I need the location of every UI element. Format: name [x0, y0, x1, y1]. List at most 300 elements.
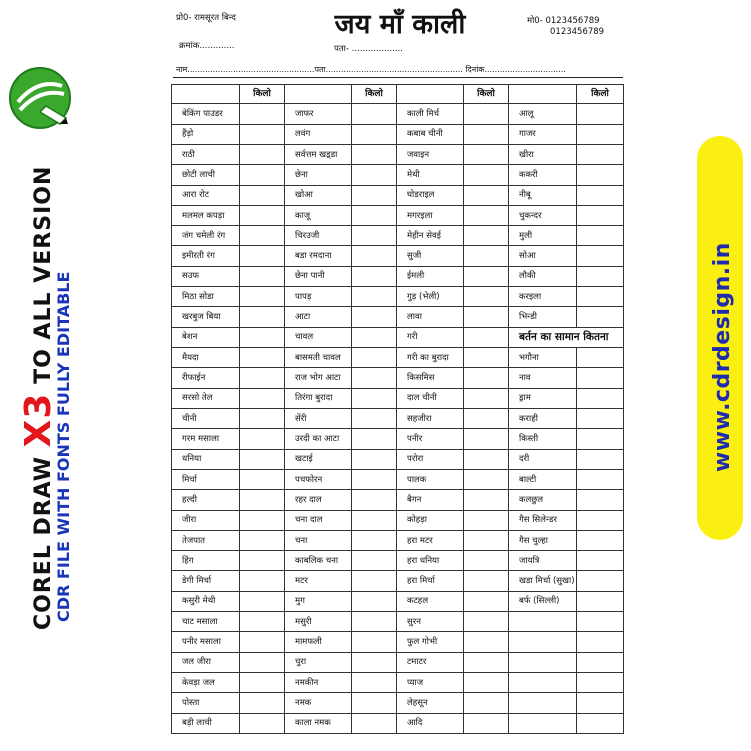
item-cell: हरा धनिया: [397, 551, 464, 571]
item-cell: जल जीरा: [172, 652, 240, 672]
quantity-cell[interactable]: [352, 226, 397, 246]
item-cell: नमकीन: [285, 673, 352, 693]
quantity-cell[interactable]: [240, 693, 285, 713]
quantity-cell[interactable]: [352, 144, 397, 164]
item-cell: नीबू: [509, 185, 577, 205]
item-cell: गुड़ (भेली): [397, 287, 464, 307]
item-cell: बड़ी लाची: [172, 713, 240, 733]
quantity-cell[interactable]: [577, 246, 624, 266]
item-cell: जीरा: [172, 510, 240, 530]
quantity-cell[interactable]: [352, 266, 397, 286]
table-row: [172, 571, 624, 591]
quantity-cell[interactable]: [464, 713, 509, 733]
quantity-cell[interactable]: [352, 348, 397, 368]
quantity-cell[interactable]: [240, 287, 285, 307]
item-cell: गाजर: [509, 124, 577, 144]
item-cell: मलमल कपड़ा: [172, 205, 240, 225]
item-cell: आटा: [285, 307, 352, 327]
item-cell: घोडराइल: [397, 185, 464, 205]
table-row: [172, 612, 624, 632]
item-cell: मसुरी: [285, 612, 352, 632]
quantity-cell[interactable]: [464, 693, 509, 713]
quantity-cell[interactable]: [240, 408, 285, 428]
item-cell: काली मिर्च: [397, 104, 464, 124]
item-cell: लावा: [397, 307, 464, 327]
quantity-cell[interactable]: [464, 165, 509, 185]
promo-text-a: COREL DRAW: [31, 447, 56, 630]
quantity-cell[interactable]: [577, 469, 624, 489]
quantity-cell[interactable]: [464, 408, 509, 428]
quantity-cell[interactable]: [240, 388, 285, 408]
table-row: [172, 429, 624, 449]
quantity-cell[interactable]: [352, 591, 397, 611]
table-row: [172, 246, 624, 266]
quantity-cell[interactable]: [352, 185, 397, 205]
item-cell: खरबुज बिया: [172, 307, 240, 327]
quantity-cell[interactable]: [240, 429, 285, 449]
header-cell-kilo: किलो: [352, 85, 397, 104]
item-cell: काजू: [285, 205, 352, 225]
grocery-table: [171, 84, 624, 734]
item-cell: भिन्डी: [509, 307, 577, 327]
item-cell: चुरा: [285, 652, 352, 672]
item-cell: खडा मिर्चा (सुखा): [509, 571, 577, 591]
item-cell: उरदी का आटा: [285, 429, 352, 449]
quantity-cell[interactable]: [577, 124, 624, 144]
item-cell: कराही: [509, 408, 577, 428]
table-row: [172, 673, 624, 693]
item-cell: मिर्चा: [172, 469, 240, 489]
item-cell: डेगी मिर्चा: [172, 571, 240, 591]
item-cell: बडा रमदाना: [285, 246, 352, 266]
quantity-cell[interactable]: [352, 104, 397, 124]
item-cell: कबाब चीनी: [397, 124, 464, 144]
item-cell: खटाई: [285, 449, 352, 469]
quantity-cell[interactable]: [577, 226, 624, 246]
quantity-cell[interactable]: [464, 612, 509, 632]
table-row: [172, 144, 624, 164]
item-cell: जवाइन: [397, 144, 464, 164]
item-cell: पालक: [397, 469, 464, 489]
header-divider: [173, 77, 623, 78]
quantity-cell[interactable]: [352, 124, 397, 144]
quantity-cell[interactable]: [464, 144, 509, 164]
quantity-cell[interactable]: [464, 429, 509, 449]
item-cell: छेना: [285, 165, 352, 185]
quantity-cell[interactable]: [577, 205, 624, 225]
quantity-cell[interactable]: [352, 612, 397, 632]
quantity-cell[interactable]: [352, 388, 397, 408]
quantity-cell[interactable]: [352, 307, 397, 327]
quantity-cell[interactable]: [577, 673, 624, 693]
item-cell: गैस सिलेन्डर: [509, 510, 577, 530]
quantity-cell[interactable]: [464, 551, 509, 571]
item-cell: आरा रोट: [172, 185, 240, 205]
table-body: [172, 104, 624, 734]
item-cell: केवड़ा जल: [172, 673, 240, 693]
item-cell: सहजीरा: [397, 408, 464, 428]
quantity-cell[interactable]: [352, 368, 397, 388]
table-row: [172, 348, 624, 368]
page-title: जय माँ काली: [334, 9, 466, 40]
mobile-line-2: 0123456789: [550, 27, 605, 37]
header-cell: [285, 85, 352, 104]
quantity-cell[interactable]: [240, 144, 285, 164]
quantity-cell[interactable]: [464, 226, 509, 246]
item-cell: कोहड़ा: [397, 510, 464, 530]
item-cell: किसमिस: [397, 368, 464, 388]
table-row: [172, 104, 624, 124]
item-cell: मामफली: [285, 632, 352, 652]
item-cell: सरसो तेल: [172, 388, 240, 408]
quantity-cell[interactable]: [577, 510, 624, 530]
quantity-cell[interactable]: [464, 388, 509, 408]
table-row: [172, 693, 624, 713]
item-cell: राज भोग आटा: [285, 368, 352, 388]
quantity-cell[interactable]: [240, 551, 285, 571]
item-cell: गरम मसाला: [172, 429, 240, 449]
item-cell: धनिया: [172, 449, 240, 469]
item-cell: चुकन्दर: [509, 205, 577, 225]
table-row: [172, 469, 624, 489]
quantity-cell[interactable]: [352, 327, 397, 347]
item-cell: गरी का बुरादा: [397, 348, 464, 368]
quantity-cell[interactable]: [577, 388, 624, 408]
item-cell: मिठा सोडा: [172, 287, 240, 307]
item-cell: कटहल: [397, 591, 464, 611]
table-header-row: [172, 85, 624, 104]
table-row: [172, 510, 624, 530]
quantity-cell[interactable]: [464, 287, 509, 307]
promo-editable-text: CDR FILE WITH FONTS FULLY EDITABLE: [54, 271, 73, 622]
quantity-cell[interactable]: [240, 530, 285, 550]
quantity-cell[interactable]: [464, 510, 509, 530]
quantity-cell[interactable]: [352, 652, 397, 672]
table-row: [172, 165, 624, 185]
item-cell: मगरइला: [397, 205, 464, 225]
quantity-cell[interactable]: [240, 205, 285, 225]
quantity-cell[interactable]: [464, 591, 509, 611]
quantity-cell[interactable]: [240, 490, 285, 510]
item-cell: चाट मसाला: [172, 612, 240, 632]
quantity-cell[interactable]: [464, 469, 509, 489]
item-cell: [509, 652, 577, 672]
item-cell: मेथी: [397, 165, 464, 185]
quantity-cell[interactable]: [577, 185, 624, 205]
item-cell: छोटी लाची: [172, 165, 240, 185]
item-cell: नाव: [509, 368, 577, 388]
item-cell: ककरी: [509, 165, 577, 185]
table-row: [172, 185, 624, 205]
item-cell: परोरा: [397, 449, 464, 469]
quantity-cell[interactable]: [240, 246, 285, 266]
item-cell: फुल गोभी: [397, 632, 464, 652]
quantity-cell[interactable]: [464, 652, 509, 672]
item-cell: गैस चुल्हा: [509, 530, 577, 550]
item-cell: बाल्टी: [509, 469, 577, 489]
quantity-cell[interactable]: [577, 490, 624, 510]
item-cell: दाल चीनी: [397, 388, 464, 408]
website-url[interactable]: www.cdrdesign.in: [710, 242, 735, 472]
quantity-cell[interactable]: [577, 408, 624, 428]
item-cell: किस्ती: [509, 429, 577, 449]
item-cell: काबलिक चना: [285, 551, 352, 571]
item-cell: इमीरती रंग: [172, 246, 240, 266]
table-row: [172, 287, 624, 307]
quantity-cell[interactable]: [240, 510, 285, 530]
quantity-cell[interactable]: [577, 571, 624, 591]
quantity-cell[interactable]: [464, 490, 509, 510]
quantity-cell[interactable]: [240, 673, 285, 693]
item-cell: बर्फ (सिल्ली): [509, 591, 577, 611]
item-cell: [509, 713, 577, 733]
quantity-cell[interactable]: [352, 449, 397, 469]
item-cell: पापड़: [285, 287, 352, 307]
quantity-cell[interactable]: [352, 287, 397, 307]
item-cell: [509, 673, 577, 693]
quantity-cell[interactable]: [464, 327, 509, 347]
item-cell: मेहीन सेवई: [397, 226, 464, 246]
item-cell: काला नमक: [285, 713, 352, 733]
quantity-cell[interactable]: [577, 449, 624, 469]
quantity-cell[interactable]: [352, 246, 397, 266]
quantity-cell[interactable]: [464, 246, 509, 266]
item-cell: पोस्ता: [172, 693, 240, 713]
item-cell: करइला: [509, 287, 577, 307]
quantity-cell[interactable]: [240, 652, 285, 672]
item-cell: पनीर मसाला: [172, 632, 240, 652]
item-cell: बैगन: [397, 490, 464, 510]
quantity-cell[interactable]: [464, 205, 509, 225]
item-cell: जायत्रि: [509, 551, 577, 571]
quantity-cell[interactable]: [577, 551, 624, 571]
quantity-cell[interactable]: [464, 449, 509, 469]
item-cell: सुजी: [397, 246, 464, 266]
item-cell: हरा मिर्चा: [397, 571, 464, 591]
table-row: [172, 530, 624, 550]
item-cell: गरी: [397, 327, 464, 347]
quantity-cell[interactable]: [577, 693, 624, 713]
quantity-cell[interactable]: [464, 185, 509, 205]
quantity-cell[interactable]: [352, 713, 397, 733]
item-cell: भगौना: [509, 348, 577, 368]
quantity-cell[interactable]: [240, 591, 285, 611]
quantity-cell[interactable]: [352, 673, 397, 693]
quantity-cell[interactable]: [352, 205, 397, 225]
item-cell: मैयदा: [172, 348, 240, 368]
mobile-line-1: मो0- 0123456789: [527, 16, 600, 26]
quantity-cell[interactable]: [240, 571, 285, 591]
utensils-subheading: बर्तन का सामान कितना: [509, 327, 624, 347]
item-cell: बेकिंग पाउडर: [172, 104, 240, 124]
quantity-cell[interactable]: [352, 632, 397, 652]
quantity-cell[interactable]: [464, 368, 509, 388]
table-row: [172, 591, 624, 611]
quantity-cell[interactable]: [240, 226, 285, 246]
quantity-cell[interactable]: [240, 307, 285, 327]
quantity-cell[interactable]: [352, 571, 397, 591]
table-row: [172, 490, 624, 510]
quantity-cell[interactable]: [577, 591, 624, 611]
quantity-cell[interactable]: [352, 510, 397, 530]
item-cell: आदि: [397, 713, 464, 733]
promo-x3: X3: [18, 392, 59, 448]
quantity-cell[interactable]: [577, 266, 624, 286]
item-cell: चिरउजी: [285, 226, 352, 246]
quantity-cell[interactable]: [464, 632, 509, 652]
quantity-cell[interactable]: [577, 530, 624, 550]
item-cell: ड्राम: [509, 388, 577, 408]
item-cell: [509, 632, 577, 652]
item-cell: लवंग: [285, 124, 352, 144]
table-row: [172, 713, 624, 733]
item-cell: चना: [285, 530, 352, 550]
item-cell: सउफ: [172, 266, 240, 286]
item-cell: तेजपात: [172, 530, 240, 550]
item-cell: हैंड़ो: [172, 124, 240, 144]
quantity-cell[interactable]: [577, 165, 624, 185]
quantity-cell[interactable]: [352, 408, 397, 428]
promo-text-b: TO ALL VERSION: [31, 165, 56, 393]
table-row: [172, 449, 624, 469]
quantity-cell[interactable]: [240, 469, 285, 489]
table-row: [172, 632, 624, 652]
item-cell: सोआ: [509, 246, 577, 266]
item-cell: सेंरी: [285, 408, 352, 428]
quantity-cell[interactable]: [352, 490, 397, 510]
item-cell: [509, 612, 577, 632]
quantity-cell[interactable]: [240, 185, 285, 205]
table-row: [172, 551, 624, 571]
table-row: [172, 408, 624, 428]
item-cell: टमाटर: [397, 652, 464, 672]
quantity-cell[interactable]: [464, 124, 509, 144]
quantity-cell[interactable]: [577, 104, 624, 124]
quantity-cell[interactable]: [352, 469, 397, 489]
mobile-numbers: [527, 16, 604, 38]
header-cell: [172, 85, 240, 104]
table-row: [172, 266, 624, 286]
item-cell: पनीर: [397, 429, 464, 449]
quantity-cell[interactable]: [464, 530, 509, 550]
header-cell: [509, 85, 577, 104]
quantity-cell[interactable]: [577, 713, 624, 733]
item-cell: लौकी: [509, 266, 577, 286]
quantity-cell[interactable]: [577, 429, 624, 449]
quantity-cell[interactable]: [577, 632, 624, 652]
quantity-cell[interactable]: [577, 144, 624, 164]
header-cell-kilo: किलो: [577, 85, 624, 104]
item-cell: दरी: [509, 449, 577, 469]
item-cell: सर्वत्तम खड़्डा: [285, 144, 352, 164]
item-cell: चना दाल: [285, 510, 352, 530]
quantity-cell[interactable]: [464, 104, 509, 124]
promo-version-text: [18, 166, 59, 630]
item-cell: बेशन: [172, 327, 240, 347]
quantity-cell[interactable]: [240, 124, 285, 144]
quantity-cell[interactable]: [240, 449, 285, 469]
table-row: [172, 307, 624, 327]
item-cell: हल्दी: [172, 490, 240, 510]
quantity-cell[interactable]: [240, 266, 285, 286]
item-cell: [509, 693, 577, 713]
item-cell: रहर दाल: [285, 490, 352, 510]
item-cell: प्याज: [397, 673, 464, 693]
quantity-cell[interactable]: [240, 104, 285, 124]
item-cell: खीरा: [509, 144, 577, 164]
item-cell: जंग चमेली रंग: [172, 226, 240, 246]
quantity-cell[interactable]: [464, 673, 509, 693]
quantity-cell[interactable]: [352, 551, 397, 571]
customer-info-row: नाम..................................................पता...................................................... दिनांक................................: [176, 65, 566, 74]
item-cell: नमक: [285, 693, 352, 713]
item-cell: बासमती चावल: [285, 348, 352, 368]
item-cell: मटर: [285, 571, 352, 591]
item-cell: हिंग: [172, 551, 240, 571]
item-cell: कलछुल: [509, 490, 577, 510]
item-cell: तिरंगा बुरादा: [285, 388, 352, 408]
item-cell: जाफर: [285, 104, 352, 124]
address-field: पता- ...................: [334, 44, 403, 54]
item-cell: मुली: [509, 226, 577, 246]
item-cell: राठी: [172, 144, 240, 164]
quantity-cell[interactable]: [464, 348, 509, 368]
header-cell-kilo: किलो: [240, 85, 285, 104]
quantity-cell[interactable]: [464, 571, 509, 591]
quantity-cell[interactable]: [464, 307, 509, 327]
quantity-cell[interactable]: [577, 307, 624, 327]
item-cell: छेना पानी: [285, 266, 352, 286]
item-cell: हरा मटर: [397, 530, 464, 550]
quantity-cell[interactable]: [352, 165, 397, 185]
quantity-cell[interactable]: [240, 348, 285, 368]
quantity-cell[interactable]: [240, 632, 285, 652]
quantity-cell[interactable]: [352, 530, 397, 550]
quantity-cell[interactable]: [577, 612, 624, 632]
item-cell: सुरन: [397, 612, 464, 632]
quantity-cell[interactable]: [240, 713, 285, 733]
header-cell: [397, 85, 464, 104]
item-cell: रीफाईन: [172, 368, 240, 388]
proprietor-name: प्रो0- रामसूरत बिन्द: [176, 13, 236, 23]
table-row: [172, 368, 624, 388]
quantity-cell[interactable]: [352, 429, 397, 449]
item-cell: चीनी: [172, 408, 240, 428]
quantity-cell[interactable]: [240, 368, 285, 388]
coreldraw-logo-icon: [8, 66, 72, 130]
header-cell-kilo: किलो: [464, 85, 509, 104]
quantity-cell[interactable]: [464, 266, 509, 286]
quantity-cell[interactable]: [352, 693, 397, 713]
item-cell: चावल: [285, 327, 352, 347]
item-cell: खोआ: [285, 185, 352, 205]
item-cell: पचफोरन: [285, 469, 352, 489]
serial-number-field: क्रमांक.............: [179, 41, 235, 51]
table-row: [172, 388, 624, 408]
item-cell: ईमली: [397, 266, 464, 286]
item-cell: आलू: [509, 104, 577, 124]
item-cell: लेहसून: [397, 693, 464, 713]
quantity-cell[interactable]: [577, 652, 624, 672]
quantity-cell[interactable]: [577, 348, 624, 368]
quantity-cell[interactable]: [240, 327, 285, 347]
table-row: [172, 652, 624, 672]
quantity-cell[interactable]: [577, 368, 624, 388]
quantity-cell[interactable]: [240, 612, 285, 632]
quantity-cell[interactable]: [577, 287, 624, 307]
item-cell: मुग: [285, 591, 352, 611]
quantity-cell[interactable]: [240, 165, 285, 185]
